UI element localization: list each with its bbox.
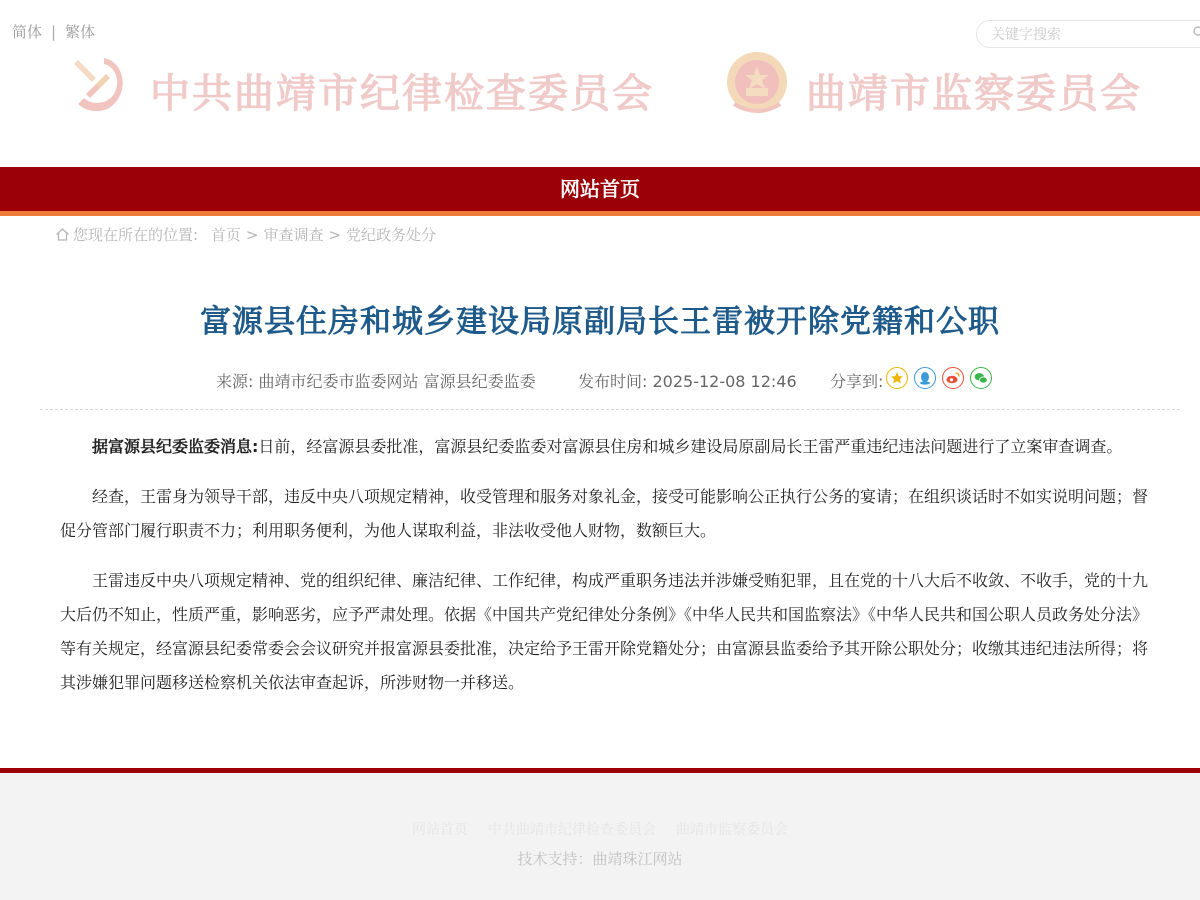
breadcrumb-separator: > [328, 226, 342, 244]
meta-divider [40, 409, 1180, 410]
footer-discipline-link[interactable]: 中共曲靖市纪律检查委员会 [488, 822, 656, 838]
qq-icon[interactable] [914, 367, 936, 389]
site-title-supervisory-commission: 曲靖市监察委员会 [806, 70, 1142, 117]
lead-label: 据富源县纪委监委消息: [92, 437, 259, 456]
traditional-chinese-link[interactable]: 繁体 [65, 23, 96, 41]
share-label: 分享到: [830, 372, 884, 391]
search-input[interactable] [989, 23, 1183, 47]
article-paragraph-lead [60, 430, 1160, 464]
breadcrumb-discipline-link[interactable]: 党纪政务处分 [346, 226, 437, 244]
search-box [976, 20, 1200, 48]
breadcrumb [55, 224, 436, 245]
footer-tech-support: 技术支持：曲靖珠江网站 [517, 850, 683, 868]
qzone-star-icon[interactable] [886, 367, 908, 389]
breadcrumb-separator: > [245, 226, 259, 244]
nav-home-link[interactable]: 网站首页 [560, 177, 640, 201]
article-publish-time: 发布时间: 2025-12-08 12:46 [578, 372, 797, 391]
footer-home-link[interactable]: 网站首页 [412, 822, 468, 838]
weibo-icon[interactable] [942, 367, 964, 389]
article-body [60, 430, 1160, 716]
footer [0, 773, 1200, 900]
search-icon[interactable] [1193, 26, 1200, 38]
article-paragraph: 经查，王雷身为领导干部，违反中央八项规定精神，收受管理和服务对象礼金，接受可能影响公正执行公务的宴请；在组织谈话时不如实说明问题；督促分管部门履行职责不力；利用职务便利，为他人谋取利益，非法收受他人财物，数额巨大。 [60, 487, 1149, 540]
article-source: 来源: 曲靖市纪委市监委网站 富源县纪委监委 [216, 372, 536, 391]
lead-text: 日前，经富源县委批准，富源县纪委监委对富源县住房和城乡建设局原副局长王雷严重违纪违法问题进行了立案审查调查。 [258, 437, 1123, 456]
footer-links [0, 819, 1200, 839]
article-title: 富源县住房和城乡建设局原副局长王雷被开除党籍和公职 [200, 304, 1000, 340]
article-paragraph: 王雷违反中央八项规定精神、党的组织纪律、廉洁纪律、工作纪律，构成严重职务违法并涉嫌受贿犯罪，且在党的十八大后不收敛、不收手，党的十九大后仍不知止，性质严重，影响恶劣，应予严肃处理。依据《中国共产党纪律处分条例》《中华人民共和国监察法》《中华人民共和国公职人员政务处分法》等有关规定，经富源县纪委常委会会议研究并报富源县委批准，决定给予王雷开除党籍处分；由富源县监委给予其开除公职处分；收缴其违纪违法所得；将其涉嫌犯罪问题移送检察机关依法审查起诉，所涉财物一并移送。 [60, 571, 1149, 692]
national-emblem-icon [722, 48, 792, 120]
wechat-icon[interactable] [970, 367, 992, 389]
home-icon [55, 227, 70, 242]
breadcrumb-investigation-link[interactable]: 审查调查 [263, 226, 324, 244]
breadcrumb-home-link[interactable]: 首页 [210, 226, 241, 244]
main-nav-bar [0, 167, 1200, 216]
share-buttons [886, 367, 998, 389]
breadcrumb-prefix: 您现在所在的位置: [73, 226, 199, 244]
site-title-discipline-commission: 中共曲靖市纪律检查委员会 [150, 70, 654, 117]
simplified-chinese-link[interactable]: 简体 [12, 23, 43, 41]
language-separator: | [51, 23, 57, 41]
language-switch [12, 21, 95, 42]
footer-supervision-link[interactable]: 曲靖市监察委员会 [676, 822, 788, 838]
party-emblem-icon [64, 50, 136, 122]
